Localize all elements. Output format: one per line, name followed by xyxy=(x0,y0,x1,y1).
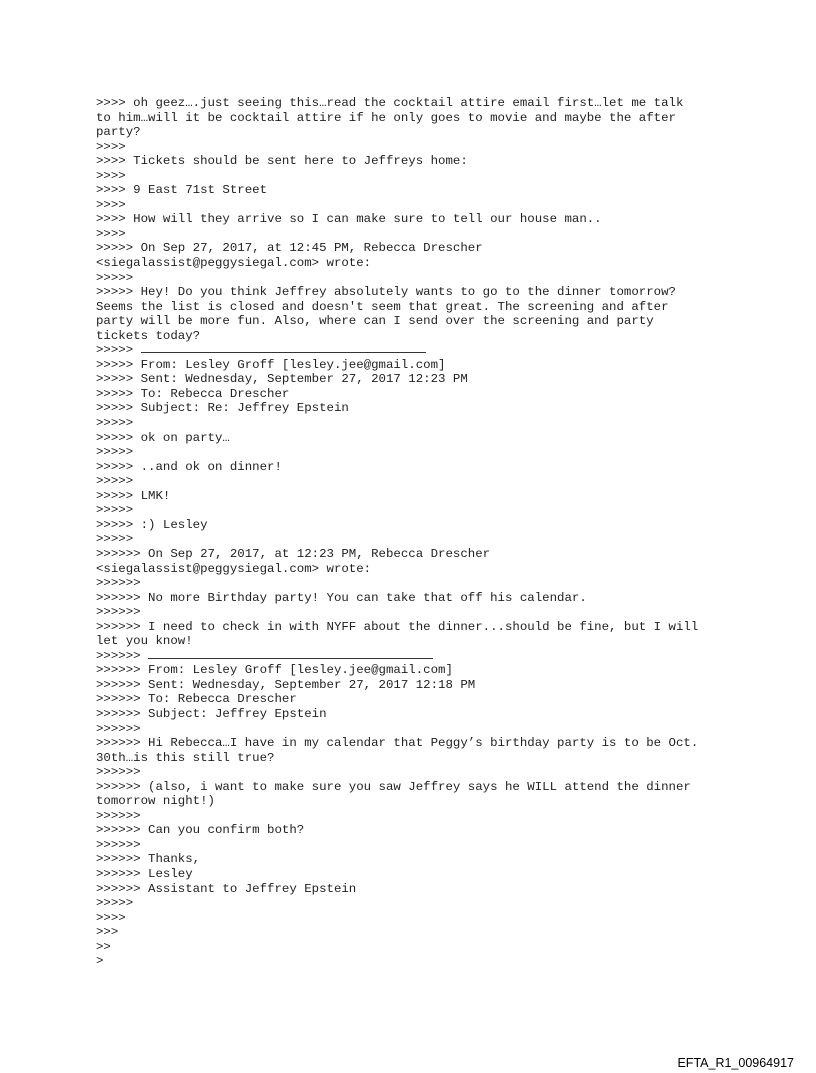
email-line: tickets today? xyxy=(96,328,201,343)
email-line: >>>> oh geez….just seeing this…read the cocktail attire email first…let me talk xyxy=(96,96,684,110)
email-line: >>>> Tickets should be sent here to Jeffreys home: xyxy=(96,154,468,169)
email-line: >>> xyxy=(96,925,119,940)
email-line: >>>>> :) Lesley xyxy=(96,517,208,532)
email-line: >>>>>> Hi Rebecca…I have in my calendar that Peggy’s birthday party is to be Oct. xyxy=(96,736,699,751)
email-line: let you know! xyxy=(96,634,193,649)
email-line: >>>> xyxy=(96,197,126,212)
email-line: >>>>> xyxy=(96,270,134,285)
email-line: >>>>>> xyxy=(96,576,141,591)
email-line: >>>>> ..and ok on dinner! xyxy=(96,459,282,474)
quote-marker: >>>>>> xyxy=(96,648,149,663)
email-line: > xyxy=(96,954,104,969)
email-line: >>>>>> To: Rebecca Drescher xyxy=(96,692,297,707)
email-line: >>>>>> Can you confirm both? xyxy=(96,823,305,838)
email-line: >>>>>> Subject: Jeffrey Epstein xyxy=(96,706,327,721)
email-line: >>>>> Hey! Do you think Jeffrey absolutely wants to go to the dinner tomorrow? xyxy=(96,285,676,300)
email-line: >>>>>> (also, i want to make sure you saw Jeffrey says he WILL attend the dinner xyxy=(96,779,691,794)
email-line: >>>> 9 East 71st Street xyxy=(96,183,268,198)
email-line: >>>>>> Sent: Wednesday, September 27, 2017 12:18 PM xyxy=(96,677,476,692)
quote-marker: >>>>> xyxy=(96,343,141,358)
email-line: <siegalassist@peggysiegal.com> wrote: xyxy=(96,256,372,271)
email-line: >>>> xyxy=(96,910,126,925)
email-line: 30th…is this still true? xyxy=(96,750,275,765)
email-line: >>>>> xyxy=(96,416,134,431)
email-line: >>>>> From: Lesley Groff [lesley.jee@gmail.com] xyxy=(96,357,446,372)
email-line: >>>>> To: Rebecca Drescher xyxy=(96,386,290,401)
email-line: >>>>>> xyxy=(96,765,141,780)
email-line: >>>>>> xyxy=(96,605,141,620)
separator-line xyxy=(96,343,736,358)
email-line: >>>> xyxy=(96,168,126,183)
email-line: to him…will it be cocktail attire if he only goes to movie and maybe the after xyxy=(96,110,676,125)
separator-line xyxy=(96,649,736,664)
email-line: >> xyxy=(96,939,111,954)
email-line: >>>>> Sent: Wednesday, September 27, 2017 12:23 PM xyxy=(96,372,468,387)
email-line: >>>>> LMK! xyxy=(96,488,171,503)
email-line: >>>>>> No more Birthday party! You can take that off his calendar. xyxy=(96,590,587,605)
email-line: tomorrow night!) xyxy=(96,794,215,809)
email-line: >>>>> ok on party… xyxy=(96,430,230,445)
email-line: <siegalassist@peggysiegal.com> wrote: xyxy=(96,561,372,576)
email-line: >>>> xyxy=(96,139,126,154)
email-line: Seems the list is closed and doesn't seem that great. The screening and after xyxy=(96,299,669,314)
email-line: >>>>> xyxy=(96,896,134,911)
email-line: >>>>>> xyxy=(96,837,141,852)
email-line: party? xyxy=(96,125,141,140)
email-line: >>>>>> xyxy=(96,808,141,823)
horizontal-rule xyxy=(148,649,433,659)
email-line: >>>>>> Thanks, xyxy=(96,852,201,867)
email-line: >>>>>> On Sep 27, 2017, at 12:23 PM, Rebecca Drescher xyxy=(96,546,491,561)
document-id-stamp: EFTA_R1_00964917 xyxy=(677,1056,794,1070)
email-line: >>>>> xyxy=(96,532,134,547)
email-line: >>>>>> From: Lesley Groff [lesley.jee@gmail.com] xyxy=(96,663,453,678)
email-line: >>>>> Subject: Re: Jeffrey Epstein xyxy=(96,401,349,416)
email-line: party will be more fun. Also, where can I send over the screening and party xyxy=(96,314,654,329)
email-line: >>>>> xyxy=(96,445,134,460)
email-line: >>>> xyxy=(96,226,126,241)
email-line: >>>>> xyxy=(96,474,134,489)
email-line: >>>>>> Assistant to Jeffrey Epstein xyxy=(96,881,357,896)
email-line: >>>> How will they arrive so I can make sure to tell our house man.. xyxy=(96,212,602,227)
email-line: >>>>>> xyxy=(96,721,141,736)
email-line: >>>>>> I need to check in with NYFF about the dinner...should be fine, but I will xyxy=(96,619,699,634)
email-line: >>>>>> Lesley xyxy=(96,866,193,881)
horizontal-rule xyxy=(141,343,426,353)
email-thread-body xyxy=(96,96,736,969)
email-line: >>>>> xyxy=(96,503,134,518)
email-line: >>>>> On Sep 27, 2017, at 12:45 PM, Rebecca Drescher xyxy=(96,241,483,256)
